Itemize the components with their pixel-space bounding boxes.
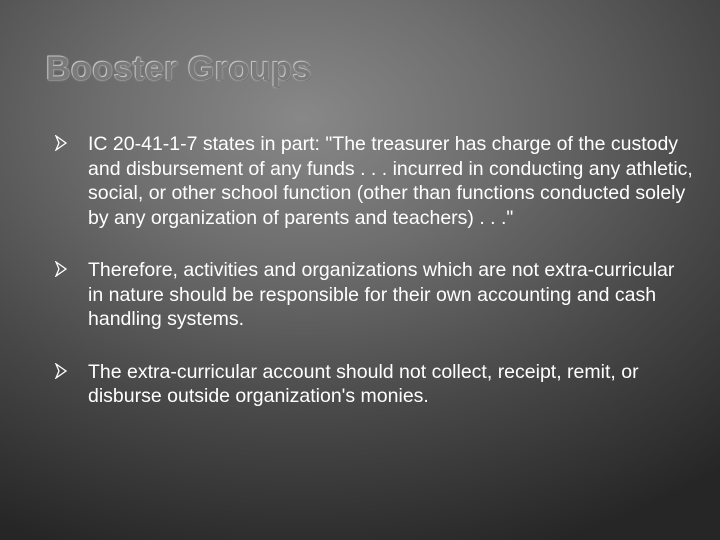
arrowhead-bullet-icon <box>54 135 68 151</box>
bullet-text: IC 20-41-1-7 states in part: "The treasurer has charge of the custody and disbursement of any funds . . . incurred in conducting any athletic, social, or other school function (other than functions conducted solely by any organization of parents and teachers) . . ." <box>88 133 693 229</box>
bullet-text: The extra-curricular account should not collect, receipt, remit, or disburse outside organization's monies. <box>88 360 639 407</box>
arrowhead-bullet-icon <box>54 261 68 277</box>
bullet-list <box>54 132 694 409</box>
bullet-item <box>54 360 694 409</box>
bullet-item <box>54 132 694 230</box>
bullet-text: Therefore, activities and organizations which are not extra-curricular in nature should be responsible for their own accounting and cash handling systems. <box>88 259 675 330</box>
bullet-item <box>54 258 694 332</box>
slide-title: Booster Groups <box>46 50 312 88</box>
arrowhead-bullet-icon <box>54 363 68 379</box>
